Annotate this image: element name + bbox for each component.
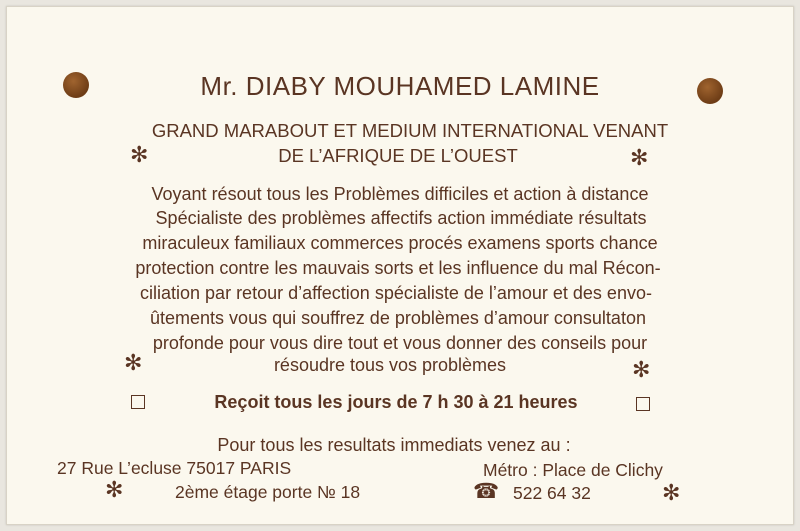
results-line: Pour tous les resultats immediats venez au : [217,435,571,455]
body-line: ciliation par retour d’affection spécialiste de l’amour et des envo- [140,283,652,303]
asterisk-icon: ✻ [130,142,149,167]
checkbox-right [636,397,650,411]
card-name: Mr. DIABY MOUHAMED LAMINE [200,71,600,101]
asterisk-icon: ✻ [105,477,124,502]
body-line: miraculeux familiaux commerces procés examens sports chance [142,233,658,253]
telephone-icon: ☎ [473,480,500,503]
title-line-2: DE L’AFRIQUE DE L’OUEST [278,145,518,166]
floor-door: 2ème étage porte № 18 [175,482,361,502]
opening-hours: Reçoit tous les jours de 7 h 30 à 21 heures [214,392,578,412]
asterisk-icon: ✻ [124,350,143,375]
body-line: profonde pour vous dire tout et vous donner des conseils pour [152,333,648,353]
title-line-1: GRAND MARABOUT ET MEDIUM INTERNATIONAL VENANT [151,120,669,141]
body-line: protection contre les mauvais sorts et les influence du mal Récon- [135,258,661,278]
body-line: Voyant résout tous les Problèmes difficiles et action à distance [151,184,649,204]
body-line: résoudre tous vos problèmes [273,355,507,375]
asterisk-icon: ✻ [630,145,649,170]
phone-number: 522 64 32 [513,483,591,503]
asterisk-icon: ✻ [662,480,681,505]
business-card [6,6,794,525]
street-address: 27 Rue L’ecluse 75017 PARIS [57,458,292,478]
asterisk-icon: ✻ [632,357,651,382]
metro-station: Métro : Place de Clichy [483,460,663,480]
body-line: ûtements vous qui souffrez de problèmes d’amour consultaton [150,308,646,328]
body-line: Spécialiste des problèmes affectifs action immédiate résultats [155,208,647,228]
